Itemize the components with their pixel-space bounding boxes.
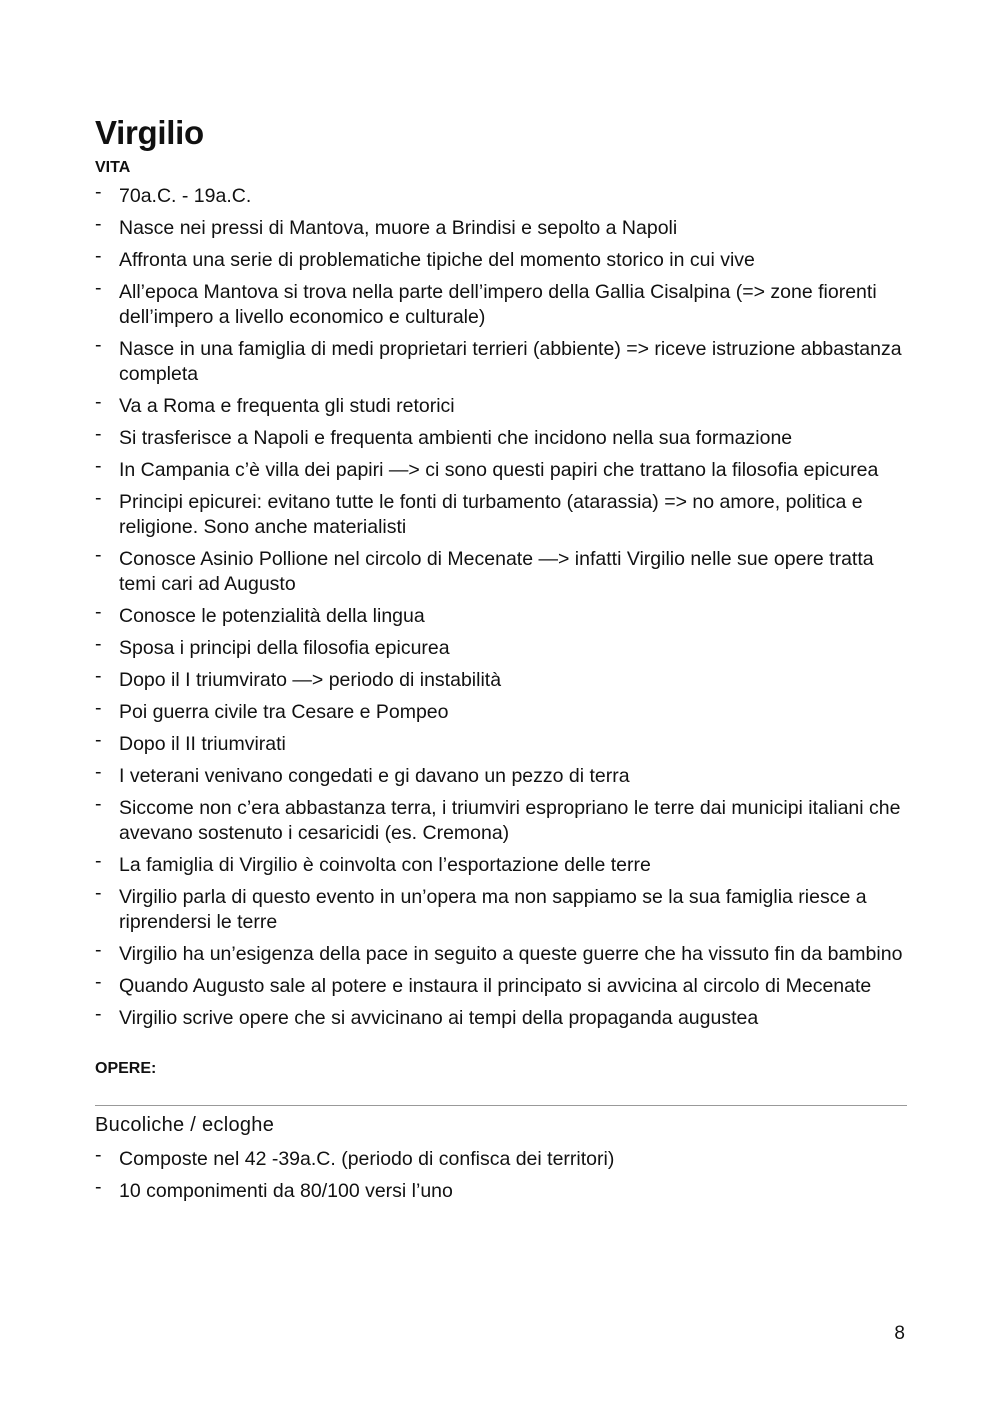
- dash-bullet: -: [95, 245, 102, 267]
- list-item: [95, 761, 907, 789]
- opere-label: OPERE:: [95, 1060, 157, 1077]
- list-item-text: Sposa i principi della filosofia epicurea: [119, 637, 450, 659]
- page-title: Virgilio: [95, 114, 204, 151]
- dash-bullet: -: [95, 544, 102, 566]
- list-item: [95, 544, 907, 597]
- list-item-text: Principi epicurei: evitano tutte le fonti di turbamento (atarassia) => no amore, politica e religione. Sono anche materialisti: [119, 491, 863, 538]
- list-item-text: Composte nel 42 -39a.C. (periodo di confisca dei territori): [119, 1148, 615, 1170]
- vita-list: [95, 181, 907, 1031]
- vita-label: VITA: [95, 159, 131, 176]
- dash-bullet: -: [95, 939, 102, 961]
- list-item-text: Dopo il II triumvirati: [119, 733, 286, 755]
- list-item: [95, 277, 907, 330]
- dash-bullet: -: [95, 181, 102, 203]
- list-item-text: 10 componimenti da 80/100 versi l’uno: [119, 1180, 453, 1202]
- list-item-text: Conosce le potenzialità della lingua: [119, 605, 425, 627]
- list-item-text: Virgilio ha un’esigenza della pace in seguito a queste guerre che ha vissuto fin da bambino: [119, 943, 903, 965]
- dash-bullet: -: [95, 1003, 102, 1025]
- list-item-text: Poi guerra civile tra Cesare e Pompeo: [119, 701, 449, 723]
- list-item-text: I veterani venivano congedati e gi davano un pezzo di terra: [119, 765, 630, 787]
- list-item: [95, 245, 907, 273]
- dash-bullet: -: [95, 761, 102, 783]
- list-item: [95, 334, 907, 387]
- dash-bullet: -: [95, 391, 102, 413]
- dash-bullet: -: [95, 793, 102, 815]
- list-item-text: Va a Roma e frequenta gli studi retorici: [119, 395, 455, 417]
- list-item-text: Virgilio scrive opere che si avvicinano ai tempi della propaganda augustea: [119, 1007, 759, 1029]
- bucoliche-heading: Bucoliche / ecloghe: [95, 1114, 275, 1136]
- list-item-text: Conosce Asinio Pollione nel circolo di Mecenate —> infatti Virgilio nelle sue opere tratta temi cari ad Augusto: [119, 548, 874, 595]
- list-item: [95, 213, 907, 241]
- list-item-text: Nasce nei pressi di Mantova, muore a Brindisi e sepolto a Napoli: [119, 217, 678, 239]
- list-item-text: Affronta una serie di problematiche tipiche del momento storico in cui vive: [119, 249, 755, 271]
- section-divider: [95, 1105, 907, 1106]
- dash-bullet: -: [95, 487, 102, 509]
- list-item: [95, 391, 907, 419]
- list-item-text: In Campania c’è villa dei papiri —> ci sono questi papiri che trattano la filosofia epicurea: [119, 459, 879, 481]
- list-item-text: Virgilio parla di questo evento in un’opera ma non sappiamo se la sua famiglia riesce a riprendersi le terre: [119, 886, 867, 933]
- list-item: [95, 487, 907, 540]
- list-item: [95, 850, 907, 878]
- dash-bullet: -: [95, 423, 102, 445]
- page-content: [95, 112, 907, 1211]
- dash-bullet: -: [95, 455, 102, 477]
- list-item-text: Nasce in una famiglia di medi proprietari terrieri (abbiente) => riceve istruzione abbastanza completa: [119, 338, 902, 385]
- dash-bullet: -: [95, 697, 102, 719]
- list-item: [95, 882, 907, 935]
- list-item-text: Siccome non c’era abbastanza terra, i triumviri espropriano le terre dai municipi italiani che avevano sostenuto i cesaricidi (es. Cremona): [119, 797, 901, 844]
- dash-bullet: -: [95, 334, 102, 356]
- dash-bullet: -: [95, 729, 102, 751]
- list-item: [95, 939, 907, 967]
- list-item: [95, 665, 907, 693]
- page-number: 8: [894, 1323, 905, 1344]
- dash-bullet: -: [95, 277, 102, 299]
- list-item: [95, 601, 907, 629]
- list-item: [95, 1176, 907, 1204]
- dash-bullet: -: [95, 971, 102, 993]
- list-item: [95, 971, 907, 999]
- dash-bullet: -: [95, 1176, 102, 1198]
- list-item: [95, 729, 907, 757]
- dash-bullet: -: [95, 850, 102, 872]
- dash-bullet: -: [95, 665, 102, 687]
- list-item: [95, 423, 907, 451]
- dash-bullet: -: [95, 882, 102, 904]
- list-item-text: Quando Augusto sale al potere e instaura il principato si avvicina al circolo di Mecenate: [119, 975, 872, 997]
- dash-bullet: -: [95, 633, 102, 655]
- list-item-text: La famiglia di Virgilio è coinvolta con l’esportazione delle terre: [119, 854, 651, 876]
- list-item: [95, 697, 907, 725]
- list-item: [95, 181, 907, 209]
- dash-bullet: -: [95, 601, 102, 623]
- list-item-text: 70a.C. - 19a.C.: [119, 185, 252, 207]
- dash-bullet: -: [95, 213, 102, 235]
- list-item-text: All’epoca Mantova si trova nella parte dell’impero della Gallia Cisalpina (=> zone fiorenti dell’impero a livello economico e culturale): [119, 281, 877, 328]
- list-item: [95, 455, 907, 483]
- list-item: [95, 793, 907, 846]
- list-item-text: Si trasferisce a Napoli e frequenta ambienti che incidono nella sua formazione: [119, 427, 793, 449]
- bucoliche-list: [95, 1144, 907, 1204]
- list-item: [95, 1144, 907, 1172]
- list-item: [95, 1003, 907, 1031]
- dash-bullet: -: [95, 1144, 102, 1166]
- list-item-text: Dopo il I triumvirato —> periodo di instabilità: [119, 669, 502, 691]
- list-item: [95, 633, 907, 661]
